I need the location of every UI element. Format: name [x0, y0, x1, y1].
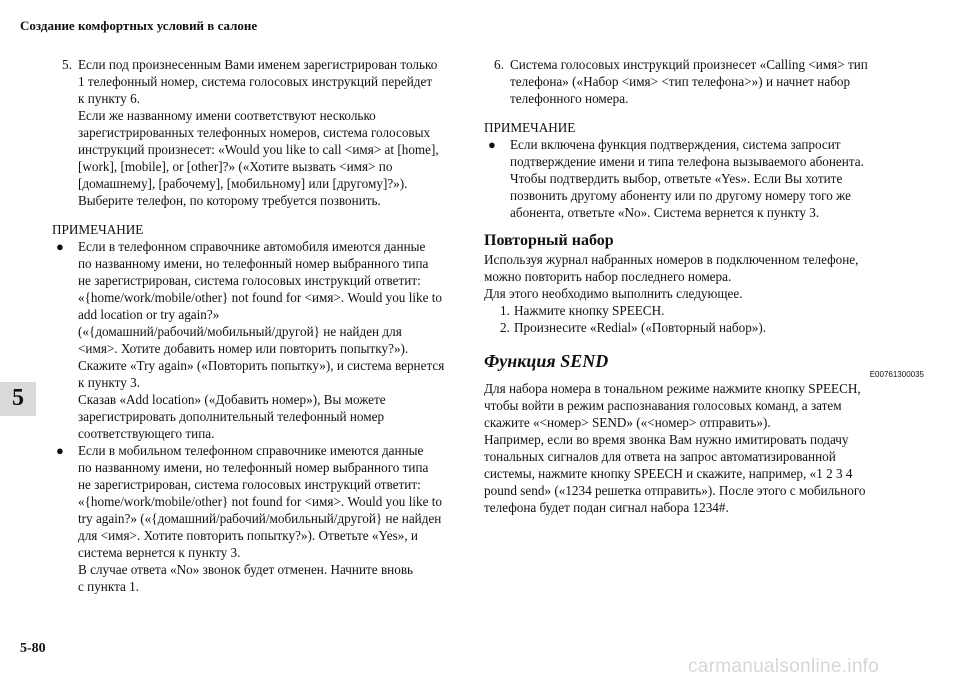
- text-line: инструкций произнесет: «Would you like to call <имя> at [home],: [78, 142, 439, 157]
- text-line: Скажите «Try again» («Повторить попытку»), и система вернется: [78, 358, 445, 373]
- text-line: не зарегистрирован, система голосовых инструкций ответит:: [78, 477, 421, 492]
- note-title: ПРИМЕЧАНИЕ: [484, 120, 576, 135]
- text-line: В случае ответа «No» звонок будет отменен. Начните вновь: [78, 562, 414, 577]
- note-right: [484, 119, 924, 221]
- text-line: 1 телефонный номер, система голосовых инструкций перейдет: [78, 74, 433, 89]
- chapter-tab: [0, 382, 36, 416]
- text-line: Например, если во время звонка Вам нужно имитировать подачу: [484, 432, 849, 447]
- step-5: [52, 56, 464, 209]
- text-line: системы, нажмите кнопку SPEECH и скажите, например, «1 2 3 4: [484, 466, 853, 481]
- text-line: [work], [mobile], or [other]?» («Хотите вызвать <имя> по: [78, 159, 393, 174]
- text-line: add location or try again?»: [78, 307, 220, 322]
- left-column: [52, 56, 464, 595]
- text-line: <имя>. Хотите добавить номер или повторить попытку?»).: [78, 341, 409, 356]
- bullet-icon: ●: [56, 443, 64, 458]
- redial-steps: [484, 302, 924, 336]
- text-line: позвонить другому абоненту или по другому номеру того же: [510, 188, 851, 203]
- note-bullet-2: [52, 442, 464, 595]
- note-bullet-1-text: [78, 238, 464, 442]
- text-line: [домашнему], [рабочему], [мобильному] или [другому]?»).: [78, 176, 408, 191]
- text-line: Если же названному имени соответствуют несколько: [78, 108, 376, 123]
- redial-step: [484, 302, 924, 319]
- bullet-icon: ●: [488, 137, 496, 152]
- step-6-text: [510, 56, 924, 107]
- note-bullet-2-text: [78, 442, 464, 595]
- text-line: Чтобы подтвердить выбор, ответьте «Yes». Если Вы хотите: [510, 171, 843, 186]
- text-line: для <имя>. Хотите повторить попытку?»). Ответьте «Yes», и: [78, 528, 418, 543]
- text-line: Сказав «Add location» («Добавить номер»), Вы можете: [78, 392, 386, 407]
- note-title: ПРИМЕЧАНИЕ: [52, 222, 144, 237]
- text-line: телефонного номера.: [510, 91, 629, 106]
- step-number: 2.: [500, 320, 510, 335]
- text-line: Используя журнал набранных номеров в подключенном телефоне,: [484, 252, 859, 267]
- text-line: чтобы войти в режим распознавания голосовых команд, а затем: [484, 398, 842, 413]
- note-bullet-text: [510, 136, 924, 221]
- text-line: Если в мобильном телефонном справочнике имеются данные: [78, 443, 424, 458]
- section-code: E00761300035: [869, 370, 924, 379]
- section-title-redial: Повторный набор: [484, 232, 614, 249]
- text-line: можно повторить набор последнего номера.: [484, 269, 732, 284]
- text-line: с пункта 1.: [78, 579, 140, 594]
- step-number: 5.: [62, 57, 72, 72]
- note-bullet-1: [52, 238, 464, 442]
- text-line: по названному имени, но телефонный номер выбранного типа: [78, 460, 429, 475]
- page-number: 5-80: [20, 641, 46, 656]
- watermark: carmanualsonline.info: [688, 656, 880, 677]
- send-text: [484, 380, 924, 516]
- text-line: Если включена функция подтверждения, система запросит: [510, 137, 841, 152]
- text-line: («{домашний/рабочий/мобильный/другой} не найден для: [78, 324, 402, 339]
- page-header: Создание комфортных условий в салоне: [20, 18, 258, 33]
- text-line: телефона будет подан сигнал набора 1234#.: [484, 500, 729, 515]
- text-line: подтверждение имени и типа телефона вызываемого абонента.: [510, 154, 864, 169]
- text-line: к пункту 6.: [78, 91, 141, 106]
- redial-step: [484, 319, 924, 336]
- text-line: «{home/work/mobile/other} not found for <имя>. Would you like to: [78, 494, 443, 509]
- text-line: Выберите телефон, по которому требуется позвонить.: [78, 193, 381, 208]
- note-left: [52, 221, 464, 595]
- text-line: по названному имени, но телефонный номер выбранного типа: [78, 256, 429, 271]
- text-line: тональных сигналов для ответа на запрос автоматизированной: [484, 449, 836, 464]
- step-text: Произнесите «Redial» («Повторный набор»).: [514, 320, 767, 335]
- text-line: «{home/work/mobile/other} not found for <имя>. Would you like to: [78, 290, 443, 305]
- step-5-text: [78, 56, 464, 209]
- text-line: pound send» («1234 решетка отправить»). После этого с мобильного: [484, 483, 866, 498]
- step-text: Нажмите кнопку SPEECH.: [514, 303, 665, 318]
- text-line: телефона» («Набор <имя> <тип телефона>») и начнет набор: [510, 74, 851, 89]
- text-line: зарегистрированных телефонных номеров, система голосовых: [78, 125, 431, 140]
- text-line: Если в телефонном справочнике автомобиля имеются данные: [78, 239, 426, 254]
- text-line: абонента, ответьте «No». Система вернется к пункту 3.: [510, 205, 820, 220]
- right-column: [484, 56, 924, 516]
- text-line: соответствующего типа.: [78, 426, 215, 441]
- text-line: Для этого необходимо выполнить следующее.: [484, 286, 743, 301]
- text-line: не зарегистрирован, система голосовых инструкций ответит:: [78, 273, 421, 288]
- text-line: скажите «<номер> SEND» («<номер> отправить»).: [484, 415, 771, 430]
- text-line: Для набора номера в тональном режиме нажмите кнопку SPEECH,: [484, 381, 861, 396]
- step-number: 6.: [494, 57, 504, 72]
- step-6: [484, 56, 924, 107]
- section-title-send: Функция SEND: [484, 351, 609, 371]
- text-line: система вернется к пункту 3.: [78, 545, 241, 560]
- redial-text: [484, 251, 924, 302]
- chapter-number: 5: [12, 385, 24, 411]
- text-line: try again?» («{домашний/рабочий/мобильный/другой} не найден: [78, 511, 442, 526]
- note-bullet: [484, 136, 924, 221]
- step-number: 1.: [500, 303, 510, 318]
- text-line: Система голосовых инструкций произнесет «Calling <имя> тип: [510, 57, 868, 72]
- text-line: к пункту 3.: [78, 375, 141, 390]
- text-line: зарегистрировать дополнительный телефонный номер: [78, 409, 385, 424]
- bullet-icon: ●: [56, 239, 64, 254]
- text-line: Если под произнесенным Вами именем зарегистрирован только: [78, 57, 438, 72]
